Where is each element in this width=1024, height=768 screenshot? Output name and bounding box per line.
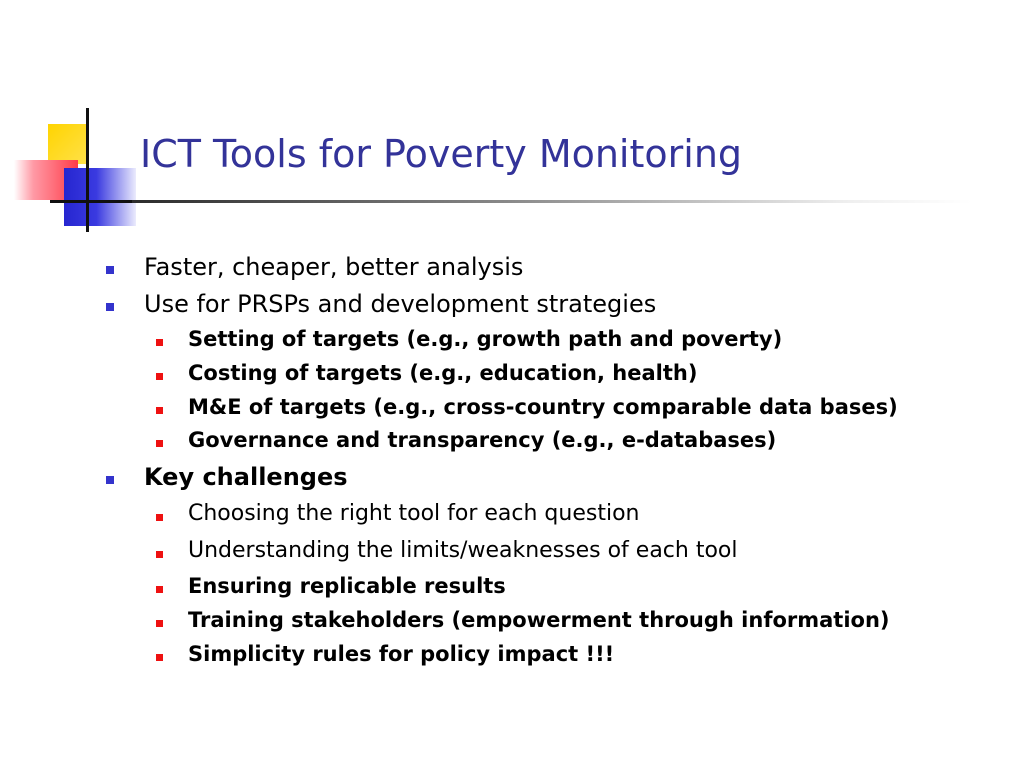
- vertical-rule: [86, 108, 89, 232]
- sub-bullet-square-icon: [156, 440, 163, 447]
- bullet-square-icon: [106, 266, 114, 274]
- sub-bullet-square-icon: [156, 407, 163, 414]
- horizontal-rule: [50, 200, 132, 203]
- sub-bullet-item: Ensuring replicable results: [188, 574, 506, 598]
- bullet-item: Use for PRSPs and development strategies: [144, 290, 657, 318]
- sub-bullet-square-icon: [156, 654, 163, 661]
- slide-title: ICT Tools for Poverty Monitoring: [140, 132, 743, 176]
- sub-bullet-square-icon: [156, 339, 163, 346]
- bullet-item: Key challenges: [144, 463, 348, 491]
- bullet-item: Faster, cheaper, better analysis: [144, 253, 524, 281]
- sub-bullet-item: Simplicity rules for policy impact !!!: [188, 642, 615, 666]
- bullet-square-icon: [106, 303, 114, 311]
- sub-bullet-item: Choosing the right tool for each question: [188, 501, 640, 526]
- yellow-square-shape: [48, 124, 88, 164]
- bullet-square-icon: [106, 476, 114, 484]
- title-underline: [132, 200, 972, 203]
- decorative-squares-logo: [0, 100, 150, 240]
- sub-bullet-item: Setting of targets (e.g., growth path and poverty): [188, 327, 783, 351]
- sub-bullet-item: Costing of targets (e.g., education, health): [188, 361, 698, 385]
- sub-bullet-square-icon: [156, 586, 163, 593]
- sub-bullet-item: Training stakeholders (empowerment through information): [188, 608, 890, 632]
- sub-bullet-square-icon: [156, 620, 163, 627]
- sub-bullet-square-icon: [156, 514, 163, 521]
- sub-bullet-square-icon: [156, 551, 163, 558]
- sub-bullet-item: Governance and transparency (e.g., e-databases): [188, 428, 777, 452]
- blue-square-shape: [64, 168, 136, 226]
- sub-bullet-item: M&E of targets (e.g., cross-country comparable data bases): [188, 395, 898, 419]
- sub-bullet-item: Understanding the limits/weaknesses of each tool: [188, 538, 738, 563]
- sub-bullet-square-icon: [156, 373, 163, 380]
